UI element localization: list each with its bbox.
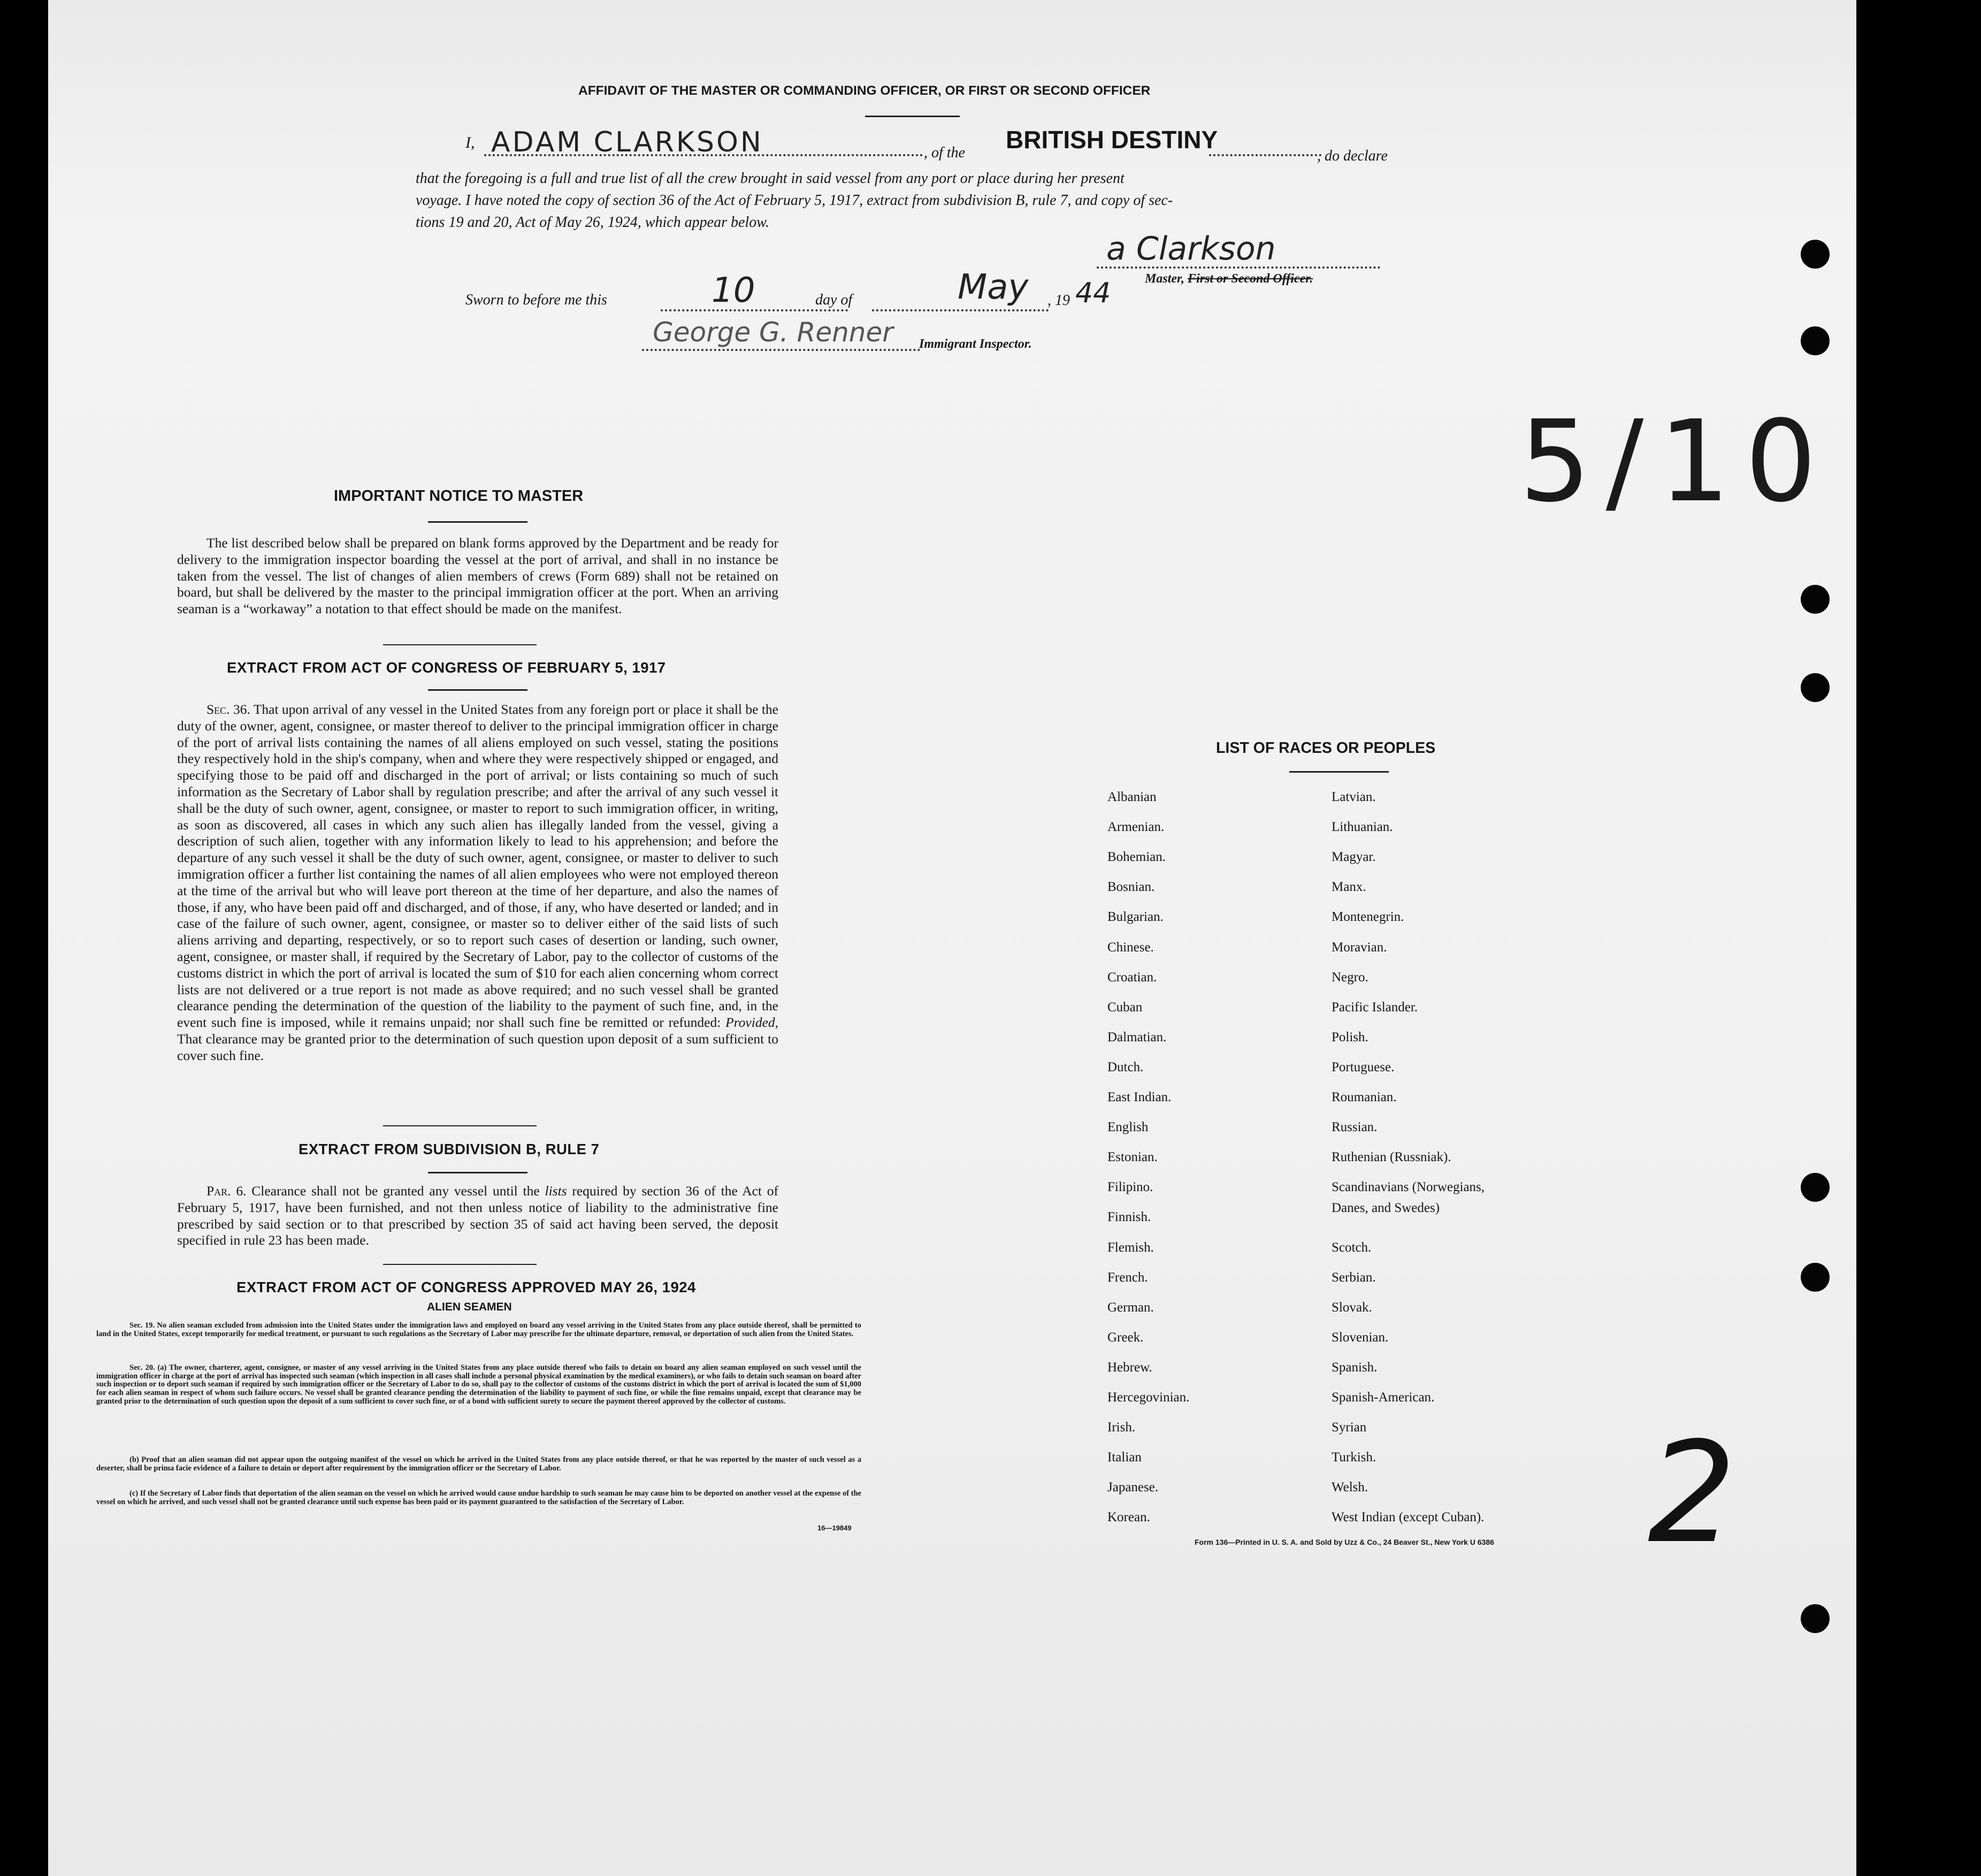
sworn-label: Sworn to before me this: [465, 292, 607, 308]
punch-hole: [1801, 1604, 1830, 1633]
vessel-name: BRITISH DESTINY: [1006, 126, 1218, 154]
year-prefix: , 19: [1047, 292, 1070, 309]
race-item: Spanish-American.: [1332, 1390, 1435, 1405]
race-item: Finnish.: [1107, 1210, 1151, 1225]
handwritten-mark: 5/10: [1519, 396, 1832, 527]
divider: [383, 1264, 537, 1265]
vessel-blank: [1209, 154, 1321, 156]
handwritten-mark: 2: [1648, 1413, 1737, 1574]
punch-hole: [1801, 1263, 1830, 1292]
race-item: Montenegrin.: [1332, 910, 1404, 925]
punch-hole: [1801, 240, 1830, 269]
race-item: Moravian.: [1332, 940, 1387, 955]
race-item: Ruthenian (Russniak).: [1332, 1150, 1451, 1165]
race-item: Turkish.: [1332, 1450, 1376, 1465]
extract-rule7-paragraph: [177, 1183, 778, 1249]
race-item: Filipino.: [1107, 1180, 1153, 1195]
race-item: Syrian: [1332, 1420, 1367, 1435]
race-item: Scandinavians (Norwegians,: [1332, 1180, 1485, 1195]
race-item: German.: [1107, 1300, 1154, 1315]
race-item: Slovenian.: [1332, 1330, 1389, 1345]
statement-line: that the foregoing is a full and true list of all the crew brought in said vessel from any port or place during her present: [416, 170, 1125, 187]
race-item: Flemish.: [1107, 1240, 1154, 1255]
inspector-blank: [642, 349, 920, 351]
do-declare-label: , do declare: [1317, 148, 1388, 164]
race-item: Magyar.: [1332, 850, 1376, 865]
sec20c-text: (c) If the Secretary of Labor finds that deportation of the alien seaman on the vessel on which he arrived would cause undue hardship to such seaman he may cause him to be deported on another vessel at the expense of the vessel on which he arrived, and such vessel shall not be granted clearance until such expense has been paid or its payment guaranteed to the satisfaction of the Secretary of Labor.: [96, 1489, 861, 1506]
punch-hole: [1801, 673, 1830, 702]
race-item: Italian: [1107, 1450, 1142, 1465]
signature-blank: [1097, 266, 1380, 269]
race-item: French.: [1107, 1270, 1148, 1285]
race-item: Lithuanian.: [1332, 820, 1393, 835]
par-text: required by section 36 of the Act of February 5, 1917, have been furnished, and not then unless notice of liability to the administrative fine prescribed by said section or to that prescribed by section 35 of said act having been served, the deposit specified in rule 23 has been made.: [177, 1183, 779, 1248]
master-caption: [1145, 272, 1313, 286]
race-item: Irish.: [1107, 1420, 1136, 1435]
master-signature: a Clarkson: [1106, 230, 1276, 268]
race-item: Armenian.: [1107, 820, 1165, 835]
punch-hole: [1801, 585, 1830, 614]
section-text: That clearance may be granted prior to the determination of such question upon deposit of a sum sufficient to cover such fine.: [177, 1031, 778, 1063]
printer-line: Form 136—Printed in U. S. A. and Sold by Uzz & Co., 24 Beaver St., New York U 6386: [1195, 1538, 1494, 1546]
divider: [428, 1172, 527, 1173]
form-number: 16—19849: [817, 1524, 852, 1532]
divider: [428, 521, 527, 523]
sec20a-text: Sec. 20. (a) The owner, charterer, agent, consignee, or master of any vessel arriving in the United States from any place outside thereof who fails to detain on board any alien seaman employed on such vessel until the immigration officer in charge at the port of arrival has inspected such seaman (which inspection in all cases shall include a personal physical examination by the medical examiners), or who fails to detain such seaman on board after such inspection or to deport such seaman if required by such immigration officer or the Secretary of Labor to do so, shall pay to the collector of customs of the customs district in which the port of arrival is located the sum of $1,000 for each alien seaman in respect of whom such failure occurs. No vessel shall be granted clearance pending the determination of the liability to payment of such fine, or while the fine remains unpaid, except that clearance may be granted prior to the determination of such question upon the deposit of a sum sufficient to cover such fine, or of a bond with sufficient surety to secure the payment thereof approved by the collector of customs.: [96, 1363, 861, 1406]
inspector-signature: George G. Renner: [653, 317, 893, 348]
race-item: West Indian (except Cuban).: [1332, 1510, 1485, 1525]
provided-word: Provided,: [725, 1015, 779, 1031]
race-item: Bosnian.: [1107, 880, 1155, 895]
race-item: Bohemian.: [1107, 850, 1166, 865]
divider: [383, 1125, 537, 1126]
sec20b-text: (b) Proof that an alien seaman did not appear upon the outgoing manifest of the vessel on which he arrived in the United States from any place outside thereof, or that he was reported by the master of such vessel as a deserter, shall be prima facie evidence of a failure to detain or deport after requirement by the immigration officer or the Secretary of Labor.: [96, 1455, 861, 1473]
race-item: Croatian.: [1107, 970, 1157, 985]
race-item: Japanese.: [1107, 1480, 1159, 1495]
extract-1917-paragraph: [177, 701, 778, 1064]
extract-rule7-title: EXTRACT FROM SUBDIVISION B, RULE 7: [299, 1141, 600, 1157]
sworn-day: 10: [712, 271, 755, 310]
race-item: Latvian.: [1332, 790, 1376, 804]
master-name: ADAM CLARKSON: [491, 126, 763, 158]
race-item: Pacific Islander.: [1332, 1000, 1418, 1015]
punch-hole: [1801, 1173, 1830, 1202]
punch-hole: [1801, 326, 1830, 355]
race-item: Portuguese.: [1332, 1059, 1395, 1074]
section-text: That upon arrival of any vessel in the United States from any foreign port or place it shall be the duty of the owner, agent, consignee, or master thereof to deliver to the principal immigration officer in charge of the port of arrival lists containing the names of all aliens employed on such vessel, stating the positions they respectively hold in the ship's company, when and where they were respectively shipped or engaged, and specifying those to be paid off and discharged in the port of arrival; or lists containing so much of such information as the Secretary of Labor shall by regulation prescribe; and after the arrival of any such vessel it shall be the duty of such owner, agent, consignee, or master to report to such immigration officer, in writing, as soon as discovered, all cases in which any such alien has illegally landed from the vessel, giving a description of such alien, together with any information likely to lead to his apprehension; and before the departure of any such vessel it shall be the duty of such owner, agent, consignee, or master to deliver to such immigration officer a further list containing the names of all alien employees who were not employed thereon at the time of the arrival but who will leave port thereon at the time of her departure, and also the names of those, if any, who have been paid off and discharged, and of those, if any, who have deserted or landed; and in case of the failure of such owner, agent, consignee, or master so to deliver either of the said lists of such aliens arriving and departing, respectively, or so to report such cases of desertion or landing, such owner, agent, consignee, or master shall, if required by the Secretary of Labor, pay to the collector of customs of the customs district in which the port of arrival is located the sum of $10 for each alien concerning whom correct lists are not delivered or a true report is not made as above required; and no such vessel shall be granted clearance pending the determination of the question of the liability to the payment of such fine, and, in the event such fine is imposed, while it remains unpaid; nor shall such fine be remitted or refunded:: [177, 701, 779, 1031]
race-item: Roumanian.: [1332, 1090, 1397, 1104]
i-prefix: I,: [465, 134, 475, 151]
race-item: Estonian.: [1107, 1150, 1158, 1165]
race-item: Cuban: [1107, 1000, 1143, 1015]
divider: [1289, 771, 1389, 773]
race-item: East Indian.: [1107, 1090, 1172, 1104]
race-item-continuation: Danes, and Swedes): [1332, 1201, 1440, 1215]
race-item: Hebrew.: [1107, 1360, 1152, 1375]
race-item: Welsh.: [1332, 1480, 1368, 1495]
race-item: Korean.: [1107, 1510, 1150, 1525]
master-caption-text: Master,: [1145, 272, 1188, 286]
lists-word: lists: [545, 1183, 567, 1199]
race-item: Dutch.: [1107, 1059, 1144, 1074]
divider: [428, 689, 527, 691]
race-item: Albanian: [1107, 790, 1157, 804]
race-item: Russian.: [1332, 1120, 1378, 1135]
race-item: Chinese.: [1107, 940, 1154, 955]
race-item: Manx.: [1332, 880, 1366, 895]
race-item: Serbian.: [1332, 1270, 1376, 1285]
race-item: Negro.: [1332, 970, 1368, 985]
declaration-line: [465, 134, 475, 152]
race-item: Dalmatian.: [1107, 1029, 1167, 1044]
affidavit-title: AFFIDAVIT OF THE MASTER OR COMMANDING OFFICER, OR FIRST OR SECOND OFFICER: [578, 83, 1151, 98]
statement-line: tions 19 and 20, Act of May 26, 1924, which appear below.: [416, 214, 769, 231]
race-item: Greek.: [1107, 1330, 1144, 1345]
sworn-month: May: [958, 268, 1029, 307]
race-item: Scotch.: [1332, 1240, 1372, 1255]
sworn-year: 44: [1075, 277, 1111, 309]
race-item: English: [1107, 1120, 1149, 1135]
extract-1924-subtitle: ALIEN SEAMEN: [427, 1301, 512, 1313]
notice-title: IMPORTANT NOTICE TO MASTER: [334, 487, 584, 505]
divider: [865, 116, 960, 117]
race-item: Polish.: [1332, 1029, 1368, 1044]
race-item: Slovak.: [1332, 1300, 1372, 1315]
race-item: Bulgarian.: [1107, 910, 1164, 925]
races-title: LIST OF RACES OR PEOPLES: [1216, 739, 1436, 757]
divider: [383, 644, 537, 645]
month-blank: [872, 309, 1049, 311]
statement-line: voyage. I have noted the copy of section 36 of the Act of February 5, 1917, extract from subdivision B, rule 7, and copy of sec-: [416, 192, 1173, 209]
extract-1924-title: EXTRACT FROM ACT OF CONGRESS APPROVED MAY 26, 1924: [236, 1279, 696, 1295]
struck-caption: First or Second Officer.: [1188, 272, 1313, 286]
section-label: Sec. 36.: [206, 701, 250, 717]
race-item: Spanish.: [1332, 1360, 1378, 1375]
race-item: Hercegovinian.: [1107, 1390, 1190, 1405]
par-text: Clearance shall not be granted any vessel until the: [251, 1183, 540, 1199]
day-of-label: day of: [815, 292, 853, 308]
extract-1917-title: EXTRACT FROM ACT OF CONGRESS OF FEBRUARY 5, 1917: [227, 659, 666, 676]
notice-paragraph: The list described below shall be prepared on blank forms approved by the Department and be ready for delivery to the immigration inspector boarding the vessel at the port of arrival, and shall in no instance be taken from the vessel. The list of changes of alien members of crews (Form 689) shall not be retained on board, but shall be delivered by the master to the principal immigration officer at the port. When an arriving seaman is a “workaway” a notation to that effect should be made on the manifest.: [177, 535, 778, 617]
inspector-caption: Immigrant Inspector.: [919, 337, 1032, 351]
sec19-text: Sec. 19. No alien seaman excluded from admission into the United States under the immigration laws and employed on board any vessel arriving in the United States from any place outside thereof, shall be permitted to land in the United States, except temporarily for medical treatment, or pursuant to such regulations as the Secretary of Labor may prescribe for the ultimate departure, removal, or deportation of such alien from the United States.: [96, 1321, 861, 1338]
of-the-label: , of the: [924, 144, 965, 161]
par-label: Par. 6.: [206, 1183, 247, 1199]
